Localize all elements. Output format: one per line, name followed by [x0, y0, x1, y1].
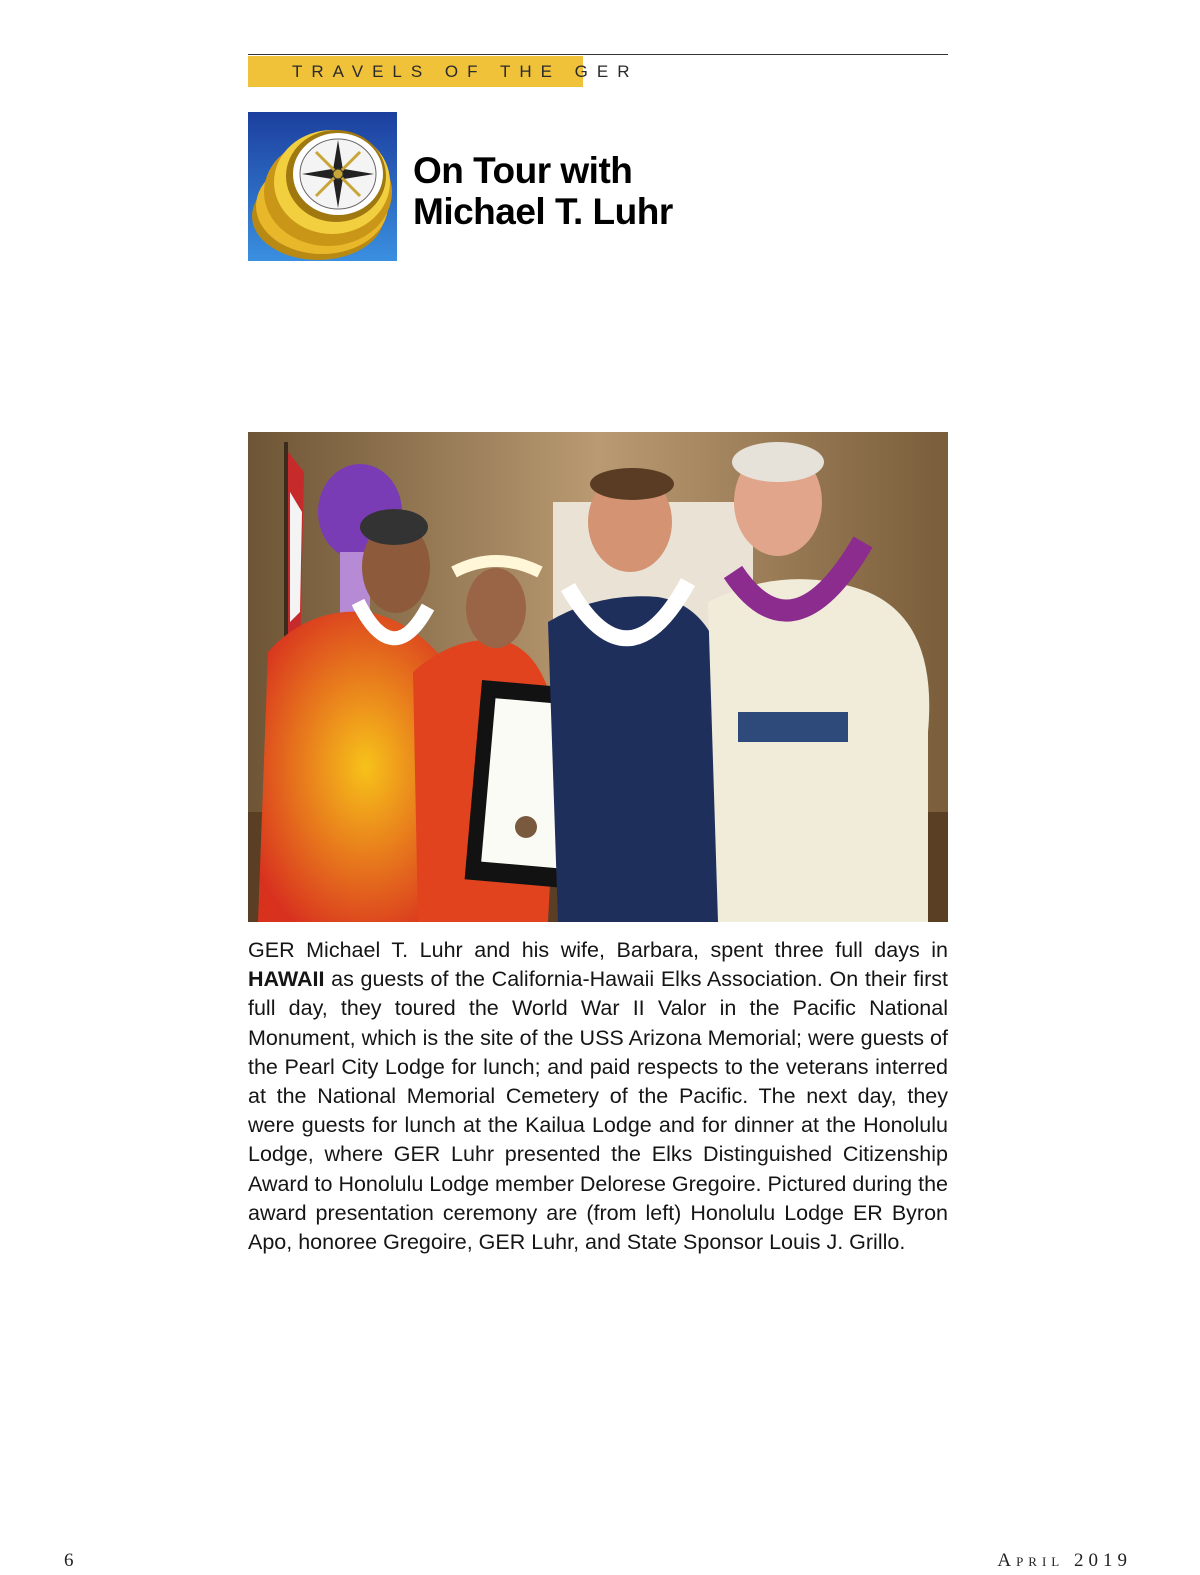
issue-date: April 2019: [997, 1550, 1132, 1571]
page-number: 6: [64, 1550, 74, 1571]
headline-line-2: Michael T. Luhr: [413, 191, 673, 232]
body-lead: GER Michael T. Luhr and his wife, Barbara, spent three full days in: [248, 938, 948, 962]
article-headline: [413, 150, 673, 232]
body-location: HAWAII: [248, 967, 325, 992]
section-label: TRAVELS OF THE GER: [248, 56, 583, 87]
article-body: [248, 936, 948, 1257]
body-rest: as guests of the California-Hawaii Elks Association. On their first full day, they toured the World War II Valor in the Pacific National Monument, which is the site of the USS Arizona Memorial; were guests of the Pearl City Lodge for lunch; and paid respects to the veterans interred at the National Memorial Cemetery of the Pacific. The next day, they were guests for lunch at the Kailua Lodge and for dinner at the Honolulu Lodge, where GER Luhr presented the Elks Distinguished Citizenship Award to Honolulu Lodge member Delorese Gregoire. Pictured during the award presentation ceremony are (from left) Honolulu Lodge ER Byron Apo, honoree Gregoire, GER Luhr, and State Sponsor Louis J. Grillo.: [248, 967, 948, 1255]
headline-line-1: On Tour with: [413, 150, 633, 191]
compass-icon: [248, 112, 397, 261]
header-rule: [248, 54, 948, 55]
award-presentation-photo: [248, 432, 948, 922]
